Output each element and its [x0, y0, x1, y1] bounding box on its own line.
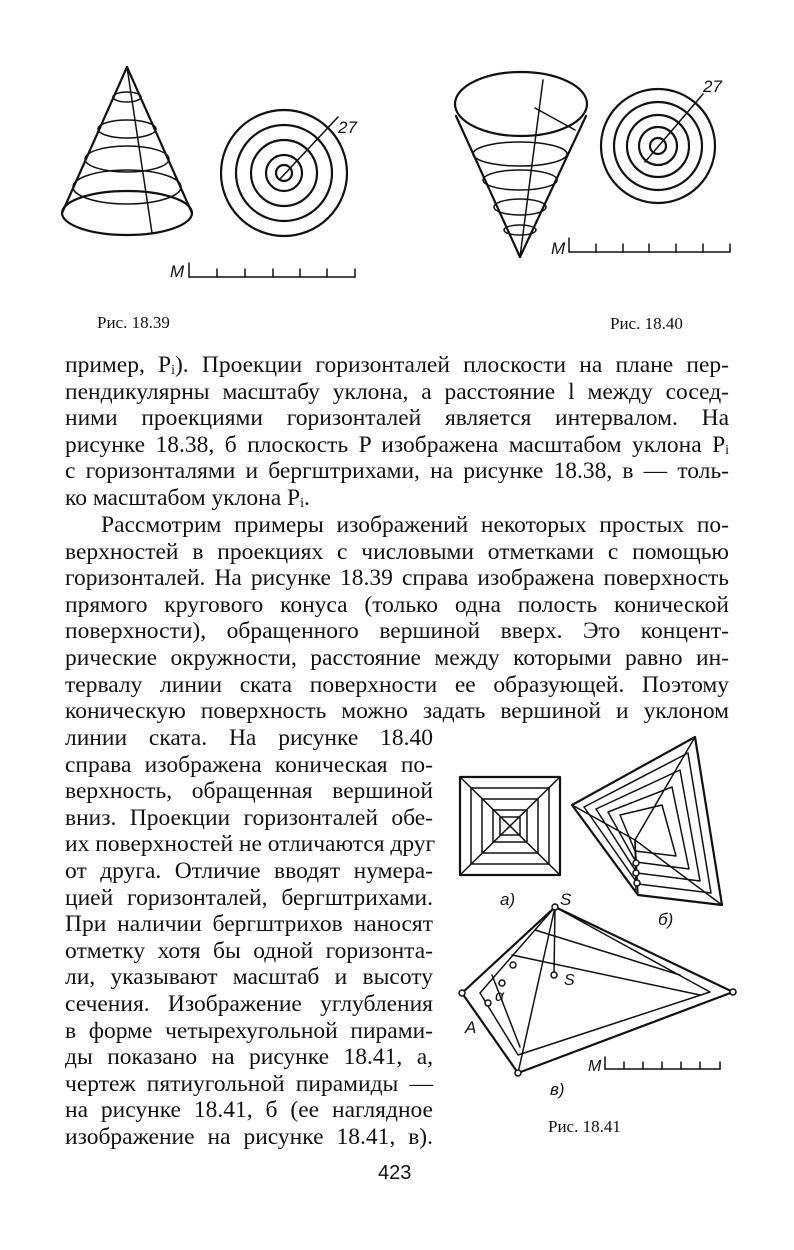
scale-bar-m — [588, 1057, 720, 1075]
figure-18-41-pyramid-drawings — [450, 735, 750, 1099]
label-alpha: α — [495, 988, 505, 1005]
label-A: A — [465, 1018, 477, 1037]
label-m: M — [551, 239, 566, 258]
text-line: верхностей в проекциях с числовыми отметками с помощью — [65, 538, 729, 565]
caption-fig-18-39: Рис. 18.39 — [97, 313, 170, 332]
text-line: ко масштабом уклона Pᵢ. — [65, 484, 310, 511]
text-line: ды показано на рисунке 18.41, а, — [65, 1044, 433, 1071]
text-line: от друга. Отличие вводят нумера- — [65, 857, 433, 884]
caption-fig-18-41: Рис. 18.41 — [548, 1117, 621, 1136]
concentric-circles-plan — [221, 110, 347, 236]
text-line: ними проекциями горизонталей является интервалом. На — [65, 405, 729, 432]
label-s-top: S — [560, 890, 572, 909]
text-line: на рисунке 18.41, б (ее наглядное — [65, 1097, 433, 1124]
text-line: горизонталей. На рисунке 18.39 справа изображена поверхность — [65, 565, 729, 592]
text-line: прямого кругового конуса (только одна полость конической — [65, 591, 729, 618]
text-line: пендикулярны масштабу уклона, а расстояние l между сосед- — [65, 378, 729, 405]
text-line: ли, указывают масштаб и высоту — [65, 964, 433, 991]
pentagonal-pyramid-plan — [572, 737, 722, 905]
text-line: Рассмотрим примеры изображений некоторых простых по- — [101, 512, 729, 538]
text-line: верхность, обращенная вершиной — [65, 778, 433, 805]
caption-fig-18-40: Рис. 18.40 — [610, 314, 683, 333]
text-line: рические окружности, расстояние между которыми равно ин- — [65, 644, 729, 671]
paragraph-2 — [65, 512, 729, 725]
cone-upright — [62, 67, 192, 235]
text-line: поверхности), обращенного вершиной вверх. Это концент- — [65, 618, 729, 645]
paragraph-2-continued — [65, 725, 436, 1151]
text-line: цией горизонталей, бергштрихами. — [65, 884, 433, 911]
text-line: пример, Pᵢ). Проекции горизонталей плоскости на плане пер- — [65, 352, 729, 378]
text-line: справа изображена коническая по- — [65, 751, 433, 778]
label-m: M — [588, 1058, 602, 1075]
page-number: 423 — [378, 1162, 412, 1184]
text-line: изображение на рисунке 18.41, в). — [65, 1123, 433, 1150]
paragraph-1 — [65, 352, 729, 512]
label-m: M — [170, 262, 185, 281]
label-b: б) — [658, 910, 674, 929]
figure-18-39-cone-drawing — [50, 55, 380, 295]
text-line: отметку хотя бы одной горизонта- — [65, 937, 433, 964]
text-line: сечения. Изображение углубления — [65, 990, 433, 1017]
text-line: в форме четырехугольной пирами- — [65, 1017, 433, 1044]
label-s-inner: S — [564, 972, 575, 989]
cone-inverted — [455, 72, 587, 257]
text-line: с горизонталями и бергштрихами, на рисунке 18.38, в — толь- — [65, 458, 729, 485]
text-line: чертеж пятиугольной пирамиды — — [65, 1070, 433, 1097]
scale-bar-m — [170, 262, 355, 281]
text-line: вниз. Проекции горизонталей обе- — [65, 804, 433, 831]
label-a: а) — [500, 890, 516, 909]
scale-bar-m — [551, 238, 730, 258]
label-27: 27 — [703, 77, 722, 96]
text-line: тервалу линии ската поверхности ее образующей. Поэтому — [65, 671, 729, 698]
text-line: коническую поверхность можно задать вершиной и уклоном — [65, 698, 729, 725]
label-27: 27 — [338, 118, 357, 137]
text-line: их поверхностей не отличаются друг — [65, 831, 436, 858]
figure-18-40-cone-drawing — [445, 62, 745, 272]
text-line: линии ската. На рисунке 18.40 — [65, 725, 433, 751]
text-line: рисунке 18.38, б плоскость P изображена масштабом уклона Pᵢ — [65, 431, 729, 458]
label-v: в) — [550, 1080, 565, 1099]
text-line: При наличии бергштрихов наносят — [65, 911, 433, 938]
square-pyramid-plan — [460, 777, 560, 875]
concentric-circles-plan — [601, 89, 715, 203]
